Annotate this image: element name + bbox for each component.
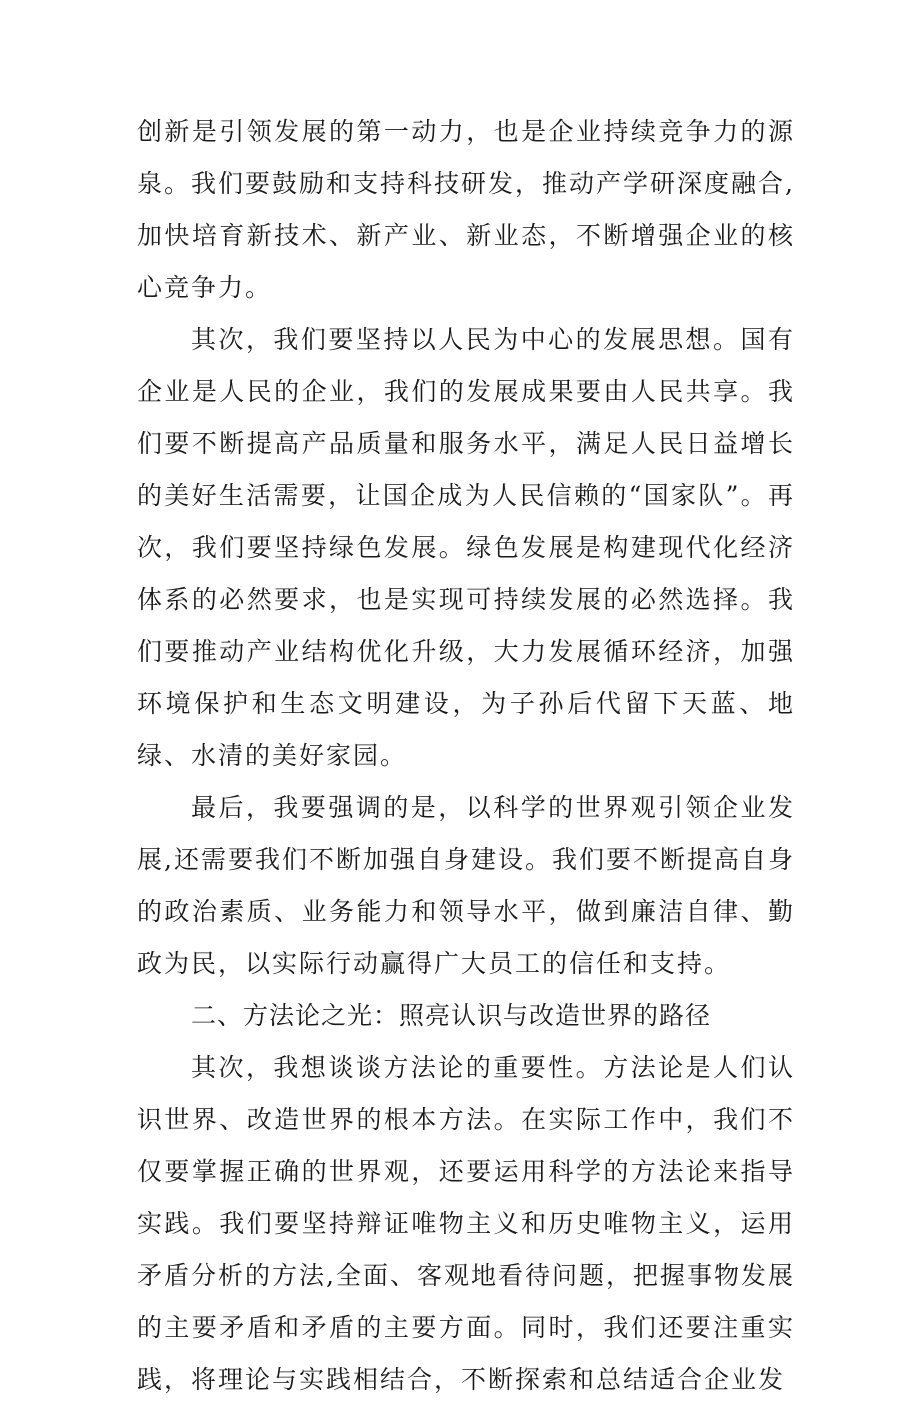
section-heading-methodology: 二、方法论之光：照亮认识与改造世界的路径 [191, 1001, 712, 1030]
paragraph-innovation: 创新是引领发展的第一动力，也是企业持续竞争力的源泉。我们要鼓励和支持科技研发，推动产学研深度融合,加快培育新技术、新产业、新业态，不断增强企业的核心竞争力。 [137, 117, 795, 302]
paragraph-self-building: 最后，我要强调的是，以科学的世界观引领企业发展,还需要我们不断加强自身建设。我们要不断提高自身的政治素质、业务能力和领导水平，做到廉洁自律、勤政为民，以实际行动赢得广大员工的信任和支持。 [137, 793, 795, 978]
paragraph-people-centered: 其次，我们要坚持以人民为中心的发展思想。国有企业是人民的企业，我们的发展成果要由人民共享。我们要不断提高产品质量和服务水平，满足人民日益增长的美好生活需要，让国企成为人民信赖的“国家队”。再次，我们要坚持绿色发展。绿色发展是构建现代化经济体系的必然要求，也是实现可持续发展的必然选择。我们要推动产业结构优化升级，大力发展循环经济，加强环境保护和生态文明建设，为子孙后代留下天蓝、地绿、水清的美好家园。 [137, 325, 795, 770]
document-body [137, 106, 795, 1406]
paragraph-methodology: 其次，我想谈谈方法论的重要性。方法论是人们认识世界、改造世界的根本方法。在实际工作中，我们不仅要掌握正确的世界观，还要运用科学的方法论来指导实践。我们要坚持辩证唯物主义和历史唯物主义，运用矛盾分析的方法,全面、客观地看待问题，把握事物发展的主要矛盾和矛盾的主要方面。同时，我们还要注重实践，将理论与实践相结合，不断探索和总结适合企业发 [137, 1053, 795, 1394]
